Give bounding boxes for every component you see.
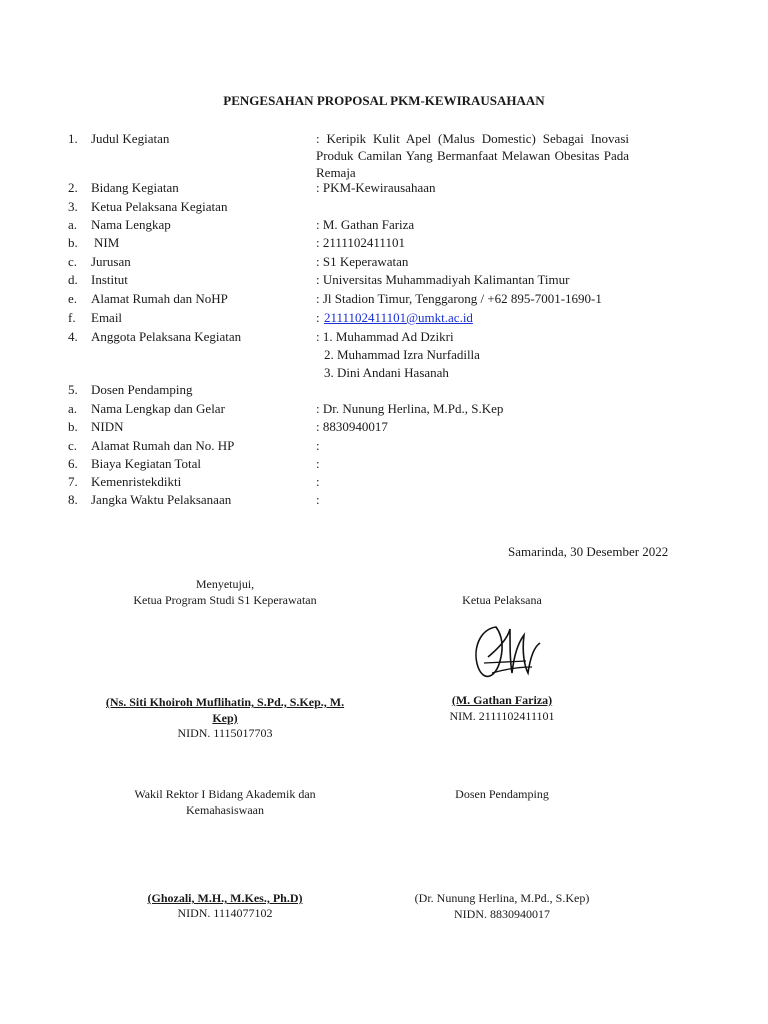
row-number: 7. — [68, 474, 78, 489]
row-label: Biaya Kegiatan Total — [91, 456, 202, 471]
sig-right-bottom-name: (Dr. Nunung Herlina, M.Pd., S.Kep) — [414, 891, 590, 905]
row-label: NIDN — [91, 419, 124, 434]
signature-icon — [466, 617, 546, 693]
row-value: : Jl Stadion Timur, Tenggarong / +62 895-7001-1690-1 — [316, 291, 602, 306]
row-number: c. — [68, 438, 78, 453]
row-colon: : — [316, 310, 320, 325]
sig-left-top-id: NIDN. 1115017703 — [177, 726, 273, 740]
row-value: : M. Gathan Fariza — [316, 217, 415, 232]
row-label: Jurusan — [91, 254, 131, 269]
row-value: : 2111102411101 — [316, 235, 405, 250]
row-label: Kemenristekdikti — [91, 474, 182, 489]
row-value: : — [316, 456, 320, 471]
row-label: Jangka Waktu Pelaksanaan — [91, 492, 232, 507]
sig-left-bottom-id: NIDN. 1114077102 — [177, 906, 273, 920]
row-number: 6. — [68, 456, 78, 471]
sig-right-top-id: NIM. 2111102411101 — [449, 709, 555, 723]
row-label: Nama Lengkap — [91, 217, 171, 232]
member-1: : 1. Muhammad Ad Dzikri — [316, 329, 454, 344]
row-number: a. — [68, 401, 78, 416]
row-number: 5. — [68, 382, 78, 397]
row-number: 2. — [68, 180, 78, 195]
sig-left-bottom-role: Wakil Rektor I Bidang Akademik dan Kemahasiswaan — [134, 787, 316, 817]
row-value: : — [316, 474, 320, 489]
row-number: a. — [68, 217, 78, 232]
row-value: : S1 Keperawatan — [316, 254, 409, 269]
row-number: d. — [68, 272, 78, 287]
row-number: e. — [68, 291, 78, 306]
row-number: b. — [68, 419, 78, 434]
place-date: Samarinda, 30 Desember 2022 — [508, 544, 669, 559]
row-value: : Dr. Nunung Herlina, M.Pd., S.Kep — [316, 401, 504, 416]
row-label: Ketua Pelaksana Kegiatan — [91, 199, 228, 214]
sig-right-bottom-id: NIDN. 8830940017 — [454, 907, 550, 921]
row-number: 1. — [68, 131, 78, 146]
sig-right-bottom-role: Dosen Pendamping — [455, 787, 549, 801]
sig-right-top-role: Ketua Pelaksana — [462, 593, 542, 607]
member-2: 2. Muhammad Izra Nurfadilla — [324, 347, 480, 362]
row-value: : 8830940017 — [316, 419, 388, 434]
row-label: Email — [91, 310, 123, 325]
sig-left-bottom-name: (Ghozali, M.H., M.Kes., Ph.D) — [147, 891, 303, 905]
sig-left-top-role: Ketua Program Studi S1 Keperawatan — [133, 593, 317, 607]
member-3: 3. Dini Andani Hasanah — [324, 365, 449, 380]
row-label: Institut — [91, 272, 128, 287]
sig-left-top-name: (Ns. Siti Khoiroh Muflihatin, S.Pd., S.Kep., M. Kep) — [105, 695, 345, 725]
page-title: PENGESAHAN PROPOSAL PKM-KEWIRAUSAHAAN — [223, 93, 545, 108]
row-label: Nama Lengkap dan Gelar — [91, 401, 225, 416]
sig-right-top-name: (M. Gathan Fariza) — [451, 693, 553, 707]
row-number: 8. — [68, 492, 78, 507]
row-number: 4. — [68, 329, 78, 344]
row-value: : — [316, 438, 320, 453]
row-value: : Keripik Kulit Apel (Malus Domestic) Sebagai Inovasi Produk Camilan Yang Bermanfaat Melawan Obesitas Pada Remaja — [316, 131, 629, 180]
row-label: Alamat Rumah dan No. HP — [91, 438, 235, 453]
row-value: : PKM-Kewirausahaan — [316, 180, 436, 195]
row-label: Bidang Kegiatan — [91, 180, 179, 195]
row-label: Dosen Pendamping — [91, 382, 193, 397]
row-value: : — [316, 492, 320, 507]
row-number: b. — [68, 235, 78, 250]
row-value: : Universitas Muhammadiyah Kalimantan Timur — [316, 272, 570, 287]
row-number: c. — [68, 254, 78, 269]
row-number: f. — [68, 310, 76, 325]
row-label: Alamat Rumah dan NoHP — [91, 291, 228, 306]
row-label: Anggota Pelaksana Kegiatan — [91, 329, 242, 344]
row-label: NIM — [94, 235, 120, 250]
email-link[interactable]: 2111102411101@umkt.ac.id — [324, 310, 473, 325]
row-number: 3. — [68, 199, 78, 214]
row-label: Judul Kegiatan — [91, 131, 170, 146]
sig-left-top-approve: Menyetujui, — [195, 577, 255, 591]
